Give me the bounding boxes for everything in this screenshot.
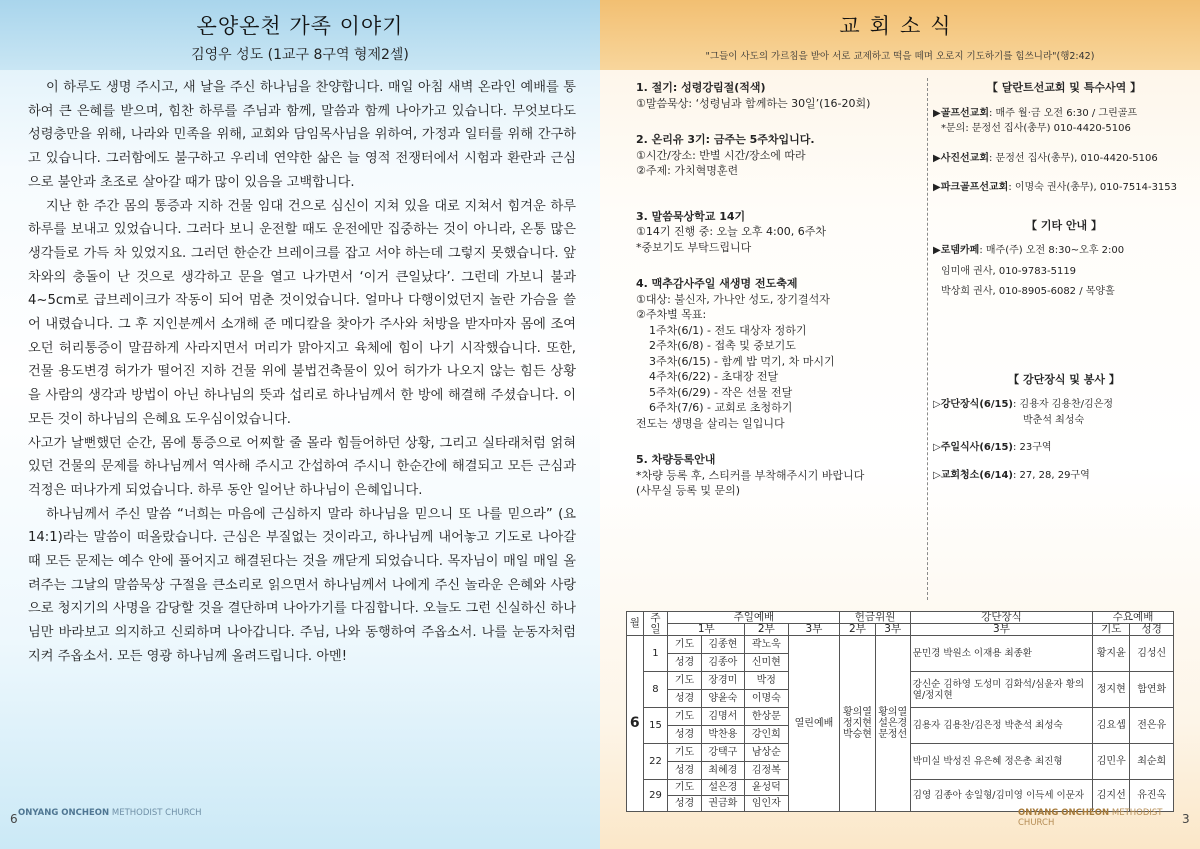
news-item: 2. 온리유 3기: 금주는 5주차입니다. ①시간/장소: 반별 시간/장소에 따라 ②주제: 가치혁명훈련 — [636, 133, 815, 177]
section-heading: 【 달란트선교회 및 특수사역 】 — [986, 81, 1142, 94]
info-row: ▶로뎀카페: 매주(주) 오전 8:30~오후 2:00 — [933, 245, 1125, 256]
logo-bold: ONYANG ONCHEON — [1018, 808, 1110, 818]
column-divider — [927, 78, 928, 600]
side-info — [933, 80, 1195, 483]
section-heading: 【 기타 안내 】 — [1026, 218, 1102, 232]
church-logo — [1018, 808, 1200, 828]
header-sunday: 주일 — [643, 612, 668, 636]
info-row: 박춘석 최성숙 — [1023, 414, 1085, 426]
table-row: 6 1 기도 김종현 곽노욱 열린예배 황의열 정지현 박승현 황의열 설은경 문정선 문민경 박원소 이재용 최종환 황지윤 김성신 — [627, 636, 1174, 654]
info-row: ▷강단장식(6/15): 김용자 김용찬/김은정 — [933, 399, 1114, 410]
info-row: ▶골프선교회: 매주 월·금 오전 6:30 / 그린골프 — [933, 107, 1138, 119]
header-worship: 주일예배 — [668, 612, 840, 624]
section-heading: 【 강단장식 및 봉사 】 — [1008, 372, 1120, 386]
news-item: 3. 말씀묵상학교 14기 ①14기 진행 중: 오늘 오후 4:00, 6주차 *중보기도 부탁드립니다 — [636, 209, 826, 254]
right-header — [600, 0, 1200, 70]
logo-bold: ONYANG ONCHEON — [18, 808, 110, 818]
story-paragraph: 지난 한 주간 몸의 통증과 지하 건물 임대 건으로 심신이 지쳐 있을 대로 지쳐서 힘겨운 하루하루를 보내고 있었습니다. 그러다 보니 운전할 때도 운전에만 집중하는 것이 아니라, 온통 많은 생각들로 가득 차 있었지요. 그러던 한순간 브레이크를 잡고 서야 하는데 그렇지 못했습니다. 앞차와의 충돌이 난 것으로 생각하고 문을 열고 나가면서 ‘이거 큰일났다’. 그런데 가보니 불과 4~5cm로 급브레이크가 작동이 되어 멈춘 것이었습니다. 얼마나 다행이었던지 놀란 가슴을 쓸어 내렸습니다. 그 후 지인분께서 소개해 준 메디칼을 찾아가 주사와 처방을 받자마자 몸에 조여오던 허리통증이 말끔하게 사라지면서 머리가 맑아지고 육체에 힘이 나기 시작했습니다. 또한, 건물 용도변경 허가가 떨어진 지하 건물 위에 불법건축물이 있어 허가가 나오지 않는 힘든 상황을 사람의 생각과 방법이 아닌 하나님의 뜻과 섭리로 하나님께서 한 방에 해결해 주셨습니다. 이 모든 것이 하나님의 은혜요 도우심이었습니다. — [28, 198, 576, 427]
info-row: 임미애 권사, 010-9783-5119 — [941, 265, 1077, 277]
news-title: 교회소식 — [839, 14, 961, 38]
info-row: ▶파크골프선교회: 이명숙 권사(총무), 010-7514-3153 — [933, 182, 1178, 193]
table-row: 29 기도 설은경 윤성덕 김영 김종아 송일형/김미영 이득세 이문자 김지선 유진옥 — [627, 780, 1174, 796]
logo-rest: METHODIST CHURCH — [1018, 808, 1163, 828]
story-paragraph: 하나님께서 주신 말씀 “너희는 마음에 근심하지 말라 하나님을 믿으니 또 나를 믿으라” (요14:1)라는 말씀이 떠올랐습니다. 근심은 부질없는 것이라고, 하나님께 내어놓고 기도로 나아갈 때 모든 문제는 예수 안에 풀어지고 해결된다는 것을 깨닫게 되었습니다. 목자님이 매일 매일 올려주는 그날의 말씀묵상 구절을 큰소리로 읽으면서 하나님께서 나에게 주신 놀라운 은혜와 사랑으로 청지기의 사명을 감당할 것을 결단하며 나아가기를 다짐합니다. 오늘도 그런 신실하신 하나님만 바라보고 의지하고 신뢰하며 나아갑니다. 주님, 나와 동행하여 주옵소서. 나를 눈동자처럼 지켜 주옵소서. 모든 영광 하나님께 올려드립니다. 아멘! — [28, 506, 576, 664]
duty-table: 월 주일 주일예배 헌금위원 강단장식 수요예배 1부 2부 3부 2부 3부 3부 기도 성경 6 1 기도 김종현 곽노욱 열린예배 황의열 정지현 박승현 황의열 설은경 문정선 문민경 박원소 이재용 최종환 황지윤 김성신 성경 김종아 신미현 8 기도 장경미 박정 강신순 김하영 도성미 김화석/심윤자 황의열/정지현 정지현 함연화 성경 양윤숙 이명숙 15 기도 김명서 한상문 김용자 김용찬/김은정 박춘석 최성숙 김요셉 전은유 성경 박찬용 강인희 22 기도 강택구 남상순 박미실 박성진 유은혜 정은총 최진형 김민우 최순희 성경 최혜경 김정복 29 기도 설은경 윤성덕 김영 김종아 송일형/김미영 이득세 이문자 김지선 유진옥 성경 권금화 임인자 — [626, 611, 1174, 812]
news-item: 1. 절기: 성령강림절(적색) ①말씀묵상: ‘성령님과 함께하는 30일’(16-20회) — [636, 81, 871, 110]
news-item: 4. 맥추감사주일 새생명 전도축제 ①대상: 불신자, 가나안 성도, 장기결석자 ②주차별 목표: 1주차(6/1) - 전도 대상자 정하기 2주차(6/8) - 접촉 및 중보기도 3주차(6/15) - 함께 밥 먹기, 차 마시기 4주차(6/22) - 초대장 전달 5주차(6/29) - 작은 선물 전달 6주차(7/6) - 교회로 초청하기 전도는 생명을 살리는 일입니다 — [636, 277, 835, 430]
church-logo — [18, 808, 202, 818]
story-paragraph: 이 하루도 생명 주시고, 새 날을 주신 하나님을 찬양합니다. 매일 아침 새벽 온라인 예배를 통하여 큰 은혜를 받으며, 힘찬 하루를 주님과 함께, 말씀과 함께 나아가고 있습니다. 무엇보다도 성령충만을 위해, 나라와 민족을 위해, 교회와 담임목사님을 위하여, 가정과 일터를 위해 간구하고 있습니다. 그러함에도 불구하고 우리네 연약한 삶은 늘 영적 전쟁터에서 시험과 환란과 근심으로 불안과 초조로 살아갈 때가 많이 있음을 고백합니다. — [28, 80, 576, 190]
header-month: 월 — [627, 612, 644, 636]
news-list — [636, 80, 926, 520]
header-offering: 헌금위원 — [840, 612, 910, 624]
story-body — [28, 76, 576, 669]
table-row: 성경 김종아 신미현 — [627, 654, 1174, 672]
header-altar: 강단장식 — [910, 612, 1092, 624]
table-row: 성경 최혜경 김정복 — [627, 762, 1174, 780]
header-wednesday: 수요예배 — [1093, 612, 1174, 624]
page-number: 3 — [1182, 812, 1190, 826]
news-verse: "그들이 사도의 가르침을 받아 서로 교제하고 떡을 떼며 오로지 기도하기를 힘쓰니라"(행2:42) — [705, 51, 1095, 62]
logo-rest: METHODIST CHURCH — [111, 808, 202, 818]
left-header — [0, 0, 600, 70]
table-row: 8 기도 장경미 박정 강신순 김하영 도성미 김화석/심윤자 황의열/정지현 정지현 함연화 — [627, 672, 1174, 690]
info-row: ▷주일식사(6/15): 23구역 — [933, 442, 1052, 453]
table-row: 15 기도 김명서 한상문 김용자 김용찬/김은정 박춘석 최성숙 김요셉 전은유 — [627, 708, 1174, 726]
table-row: 성경 박찬용 강인희 — [627, 726, 1174, 744]
story-paragraph: 사고가 날뻔했던 순간, 몸에 통증으로 어찌할 줄 몰라 힘들어하던 상황, 그리고 실타래처럼 얽혀있던 건물의 문제를 하나님께서 역사해 주시고 간섭하여 주시니 한순간에 해결되고 모든 근심과 걱정은 떠나가게 되었습니다. 하루 동안 일어난 하나님이 은혜입니다. — [28, 435, 576, 498]
table-row: 22 기도 강택구 남상순 박미실 박성진 유은혜 정은총 최진형 김민우 최순희 — [627, 744, 1174, 762]
story-title: 온양온천 가족 이야기 — [196, 14, 404, 38]
table-row: 성경 권금화 임인자 — [627, 796, 1174, 812]
info-row: *문의: 문정선 집사(총무) 010-4420-5106 — [941, 123, 1131, 134]
month-cell: 6 — [627, 636, 644, 812]
right-page — [600, 0, 1200, 849]
story-author: 김영우 성도 (1교구 8구역 형제2셀) — [191, 47, 409, 63]
info-row: ▶사진선교회: 문정선 집사(총무), 010-4420-5106 — [933, 152, 1158, 164]
info-row: ▷교회청소(6/14): 27, 28, 29구역 — [933, 469, 1090, 481]
table-row: 성경 양윤숙 이명숙 — [627, 690, 1174, 708]
page-number: 6 — [10, 812, 18, 826]
info-row: 박상희 권사, 010-8905-6082 / 목양홀 — [941, 286, 1115, 297]
news-item: 5. 차량등록안내 *차량 등록 후, 스티커를 부착해주시기 바랍니다 (사무실 등록 및 문의) — [636, 453, 865, 497]
